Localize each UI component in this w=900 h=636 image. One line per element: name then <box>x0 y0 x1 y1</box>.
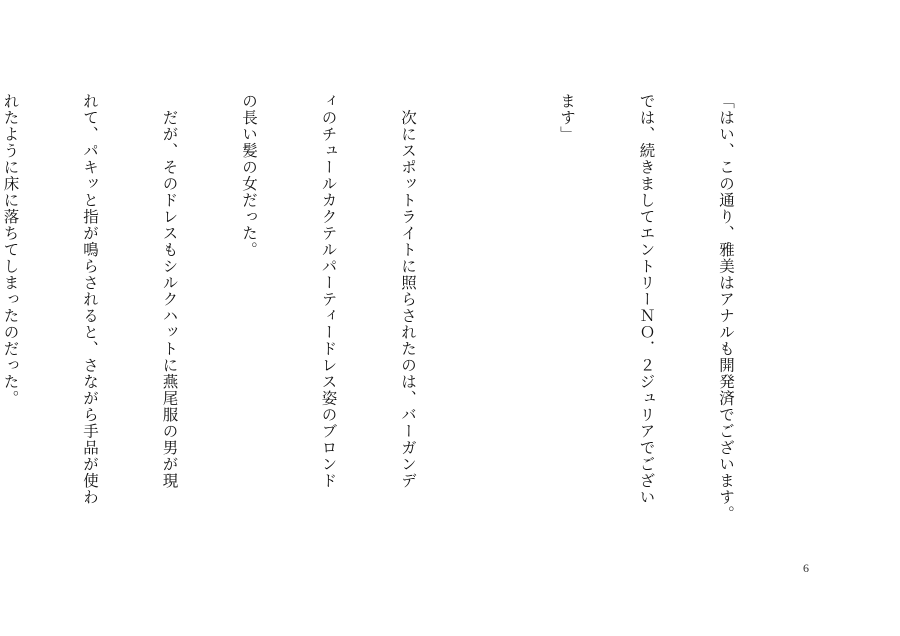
text-line: ます」 <box>558 93 576 143</box>
text-line: れて、パキッと指が鳴らされると、さながら手品が使わ <box>81 93 99 506</box>
text-line: だが、そのドレスもシルクハットに燕尾服の男が現 <box>160 93 179 489</box>
text-line: 次にスポットライトに照らされたのは、バーガンデ <box>399 93 417 489</box>
text-line: れたように床に落ちてしまったのだった。 <box>1 93 20 407</box>
text-line: ィのチュールカクテルパーティードレス姿のブロンド <box>319 93 338 489</box>
text-line: では、続きましてエントリーＮＯ．２ジュリアでござい <box>637 93 656 506</box>
text-line: 「はい、この通り、雅美はアナルも開発済でございます。 <box>717 93 735 522</box>
vertical-text-body <box>0 93 792 613</box>
page-number: 6 <box>803 561 809 575</box>
blank-line <box>474 93 501 613</box>
text-line: の長い髪の女だった。 <box>240 93 258 258</box>
